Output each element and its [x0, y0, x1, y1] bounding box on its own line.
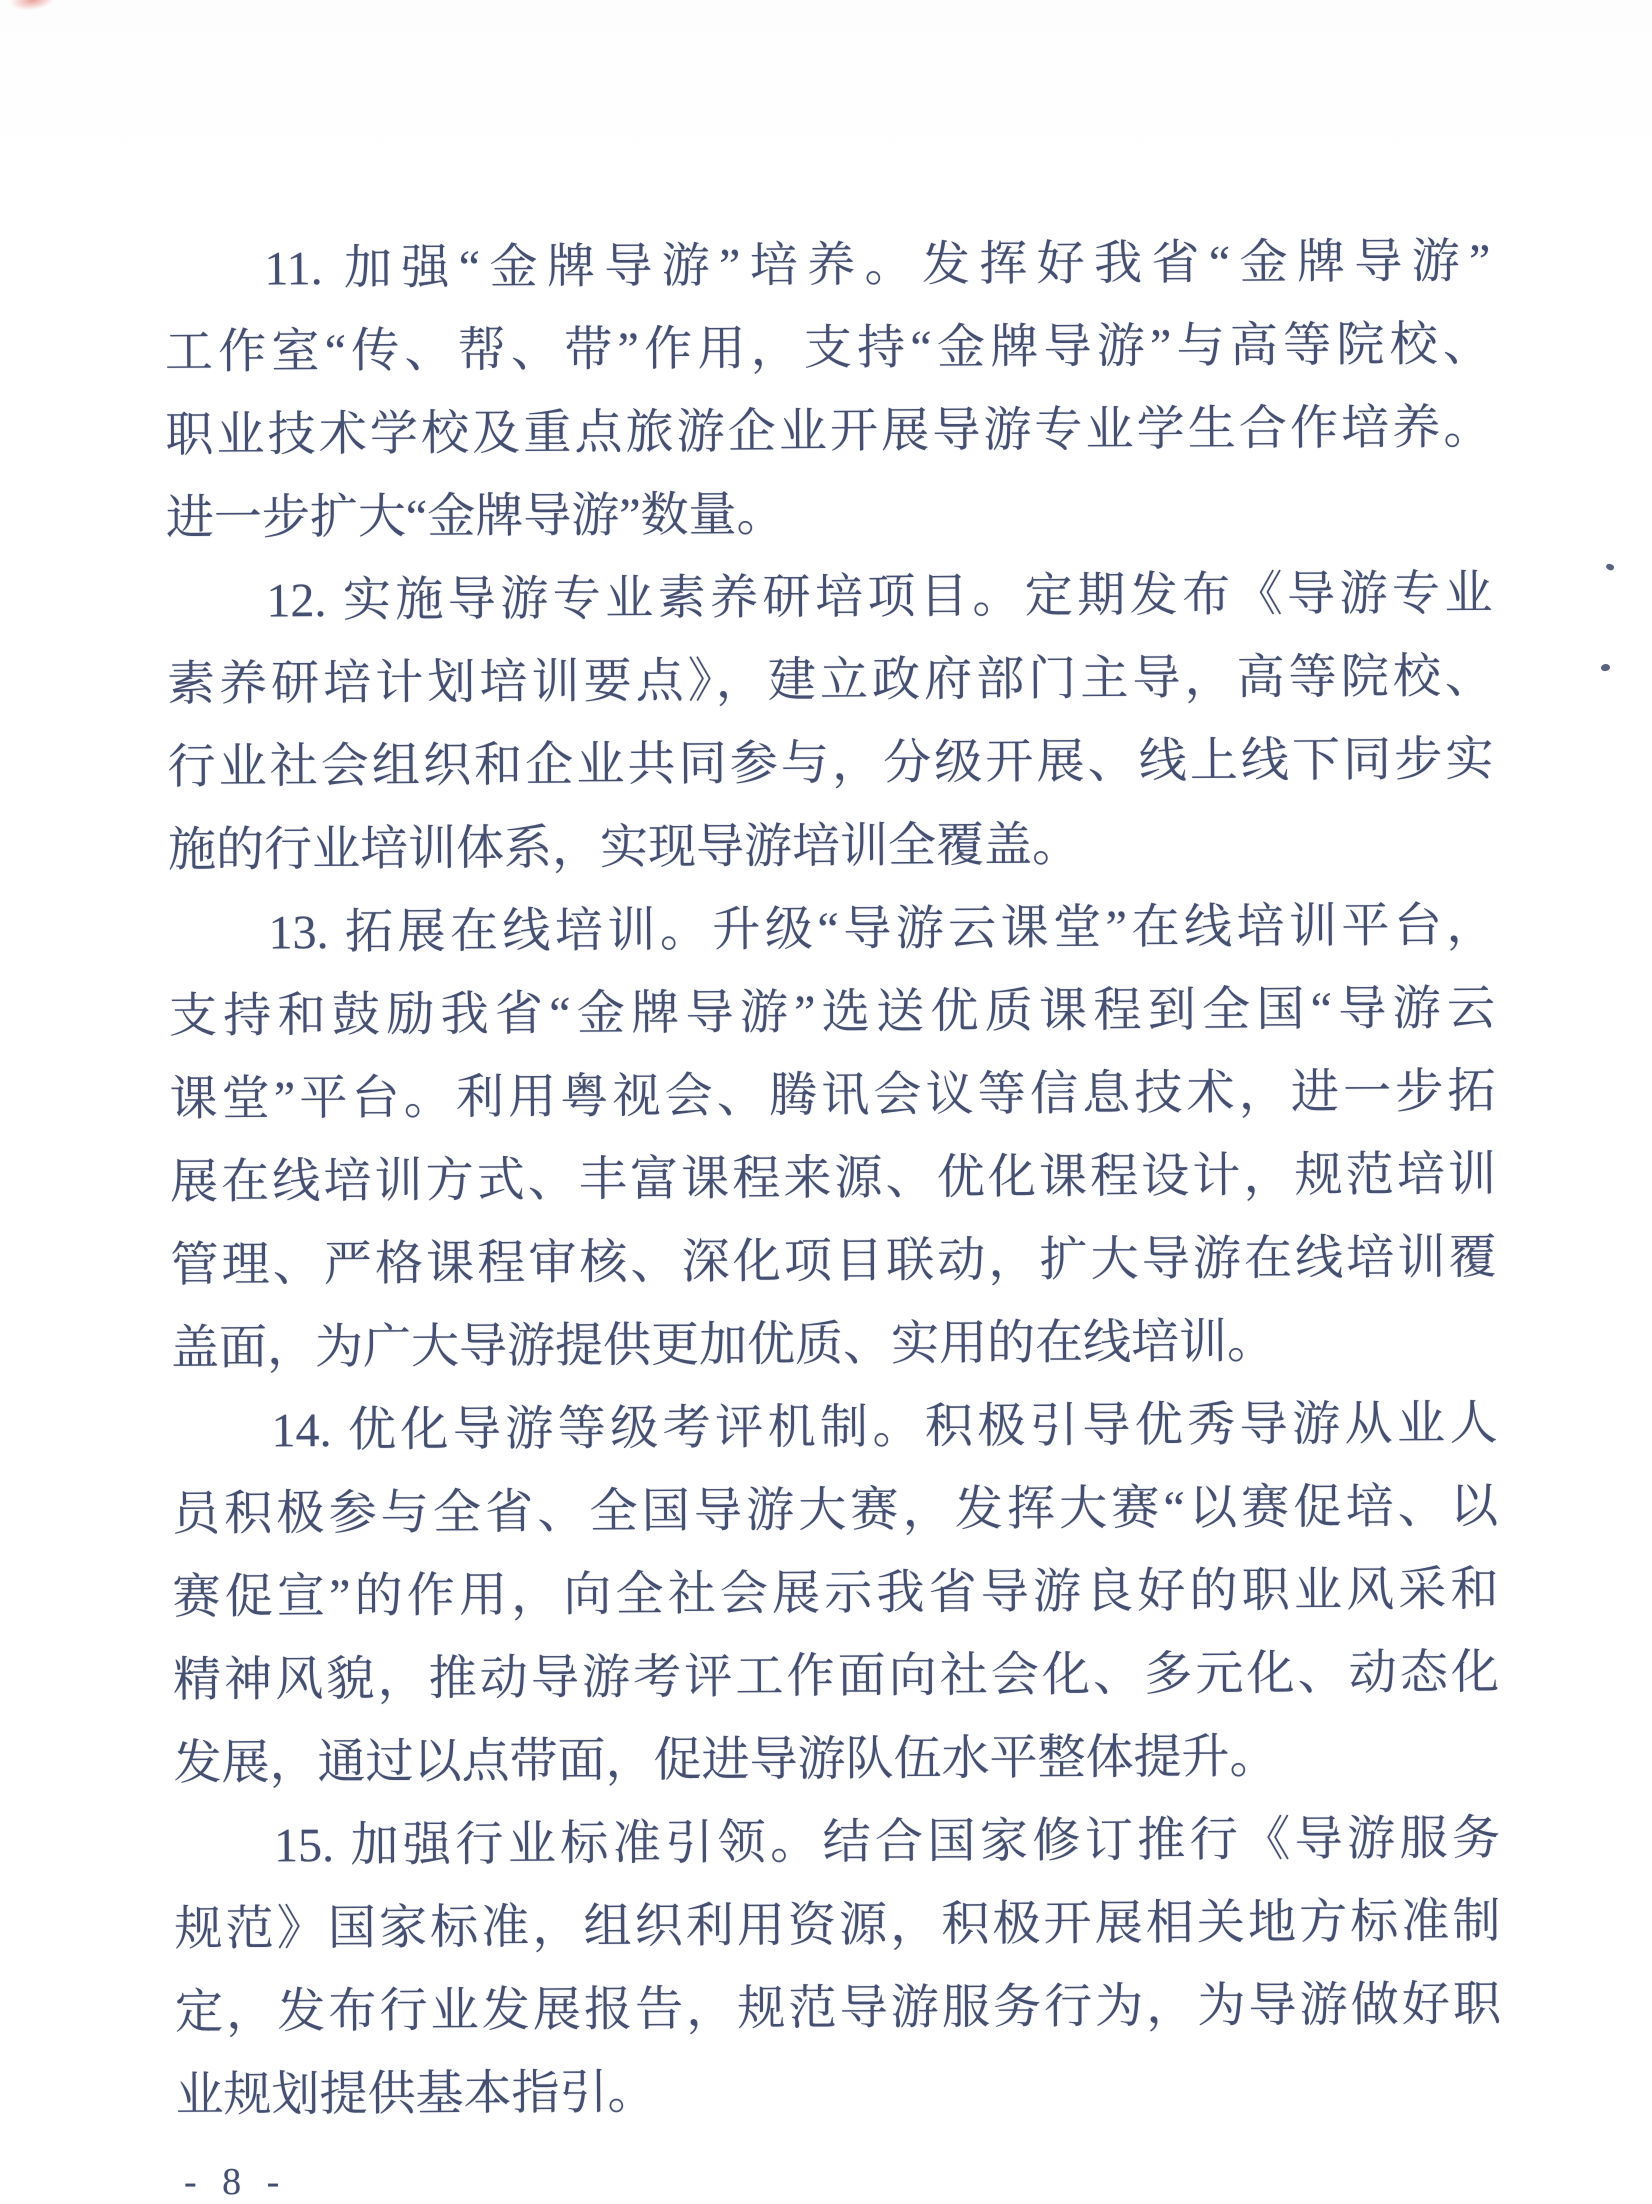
text-line: 盖面，为广大导游提供更加优质、实用的在线培训。 — [170, 1315, 1276, 1376]
text-line: 施的行业培训体系，实现导游培训全覆盖。 — [167, 818, 1081, 878]
text-line: 13. 拓展在线培训。升级“导游云课堂”在线培训平台， — [268, 898, 1495, 960]
text-line: 进一步扩大“金牌导游”数量。 — [165, 488, 785, 546]
text-line: 支持和鼓励我省“金牌导游”选送优质课程到全国“导游云 — [168, 981, 1496, 1044]
text-line: 工作室“传、帮、带”作用，支持“金牌导游”与高等院校、 — [164, 317, 1492, 380]
text-line: 管理、严格课程审核、深化项目联动，扩大导游在线培训覆 — [170, 1230, 1497, 1293]
ink-speck — [1600, 663, 1610, 672]
text-line: 12. 实施导游专业素养研培项目。定期发布《导游专业 — [266, 566, 1493, 628]
text-line: 规范》国家标准，组织利用资源，积极开展相关地方标准制 — [174, 1894, 1501, 1957]
text-line: 精神风貌，推动导游考评工作面向社会化、多元化、动态化 — [172, 1645, 1500, 1708]
text-line: 职业技术学校及重点旅游企业开展导游专业学生合作培养。 — [165, 400, 1492, 463]
text-line: 业规划提供基本指引。 — [175, 2066, 656, 2123]
text-line: 素养研培计划培训要点》，建立政府部门主导，高等院校、 — [166, 649, 1494, 712]
text-line: 展在线培训方式、丰富课程来源、优化课程设计，规范培训 — [169, 1147, 1497, 1210]
text-line: 11. 加强“金牌导游”培养。发挥好我省“金牌导游” — [264, 234, 1491, 296]
page-number: - 8 - — [184, 2161, 288, 2203]
text-line: 发展，通过以点带面，促进导游队伍水平整体提升。 — [173, 1730, 1278, 1791]
text-line: 课堂”平台。利用粤视会、腾讯会议等信息技术，进一步拓 — [169, 1064, 1496, 1127]
text-line: 赛促宣”的作用，向全社会展示我省导游良好的职业风采和 — [172, 1562, 1499, 1625]
text-line: 14. 优化导游等级考评机制。积极引导优秀导游从业人 — [271, 1396, 1498, 1458]
text-line: 行业社会组织和企业共同参与，分级开展、线上线下同步实 — [167, 732, 1494, 795]
ink-speck — [1605, 562, 1615, 571]
text-line: 定，发布行业发展报告，规范导游服务行为，为导游做好职 — [174, 1977, 1502, 2040]
red-stamp-fragment — [9, 0, 57, 13]
text-line: 员积极参与全省、全国导游大赛，发挥大赛“以赛促培、以 — [171, 1479, 1499, 1542]
text-line: 15. 加强行业标准引领。结合国家修订推行《导游服务 — [273, 1811, 1501, 1873]
document-body — [164, 220, 1502, 2137]
